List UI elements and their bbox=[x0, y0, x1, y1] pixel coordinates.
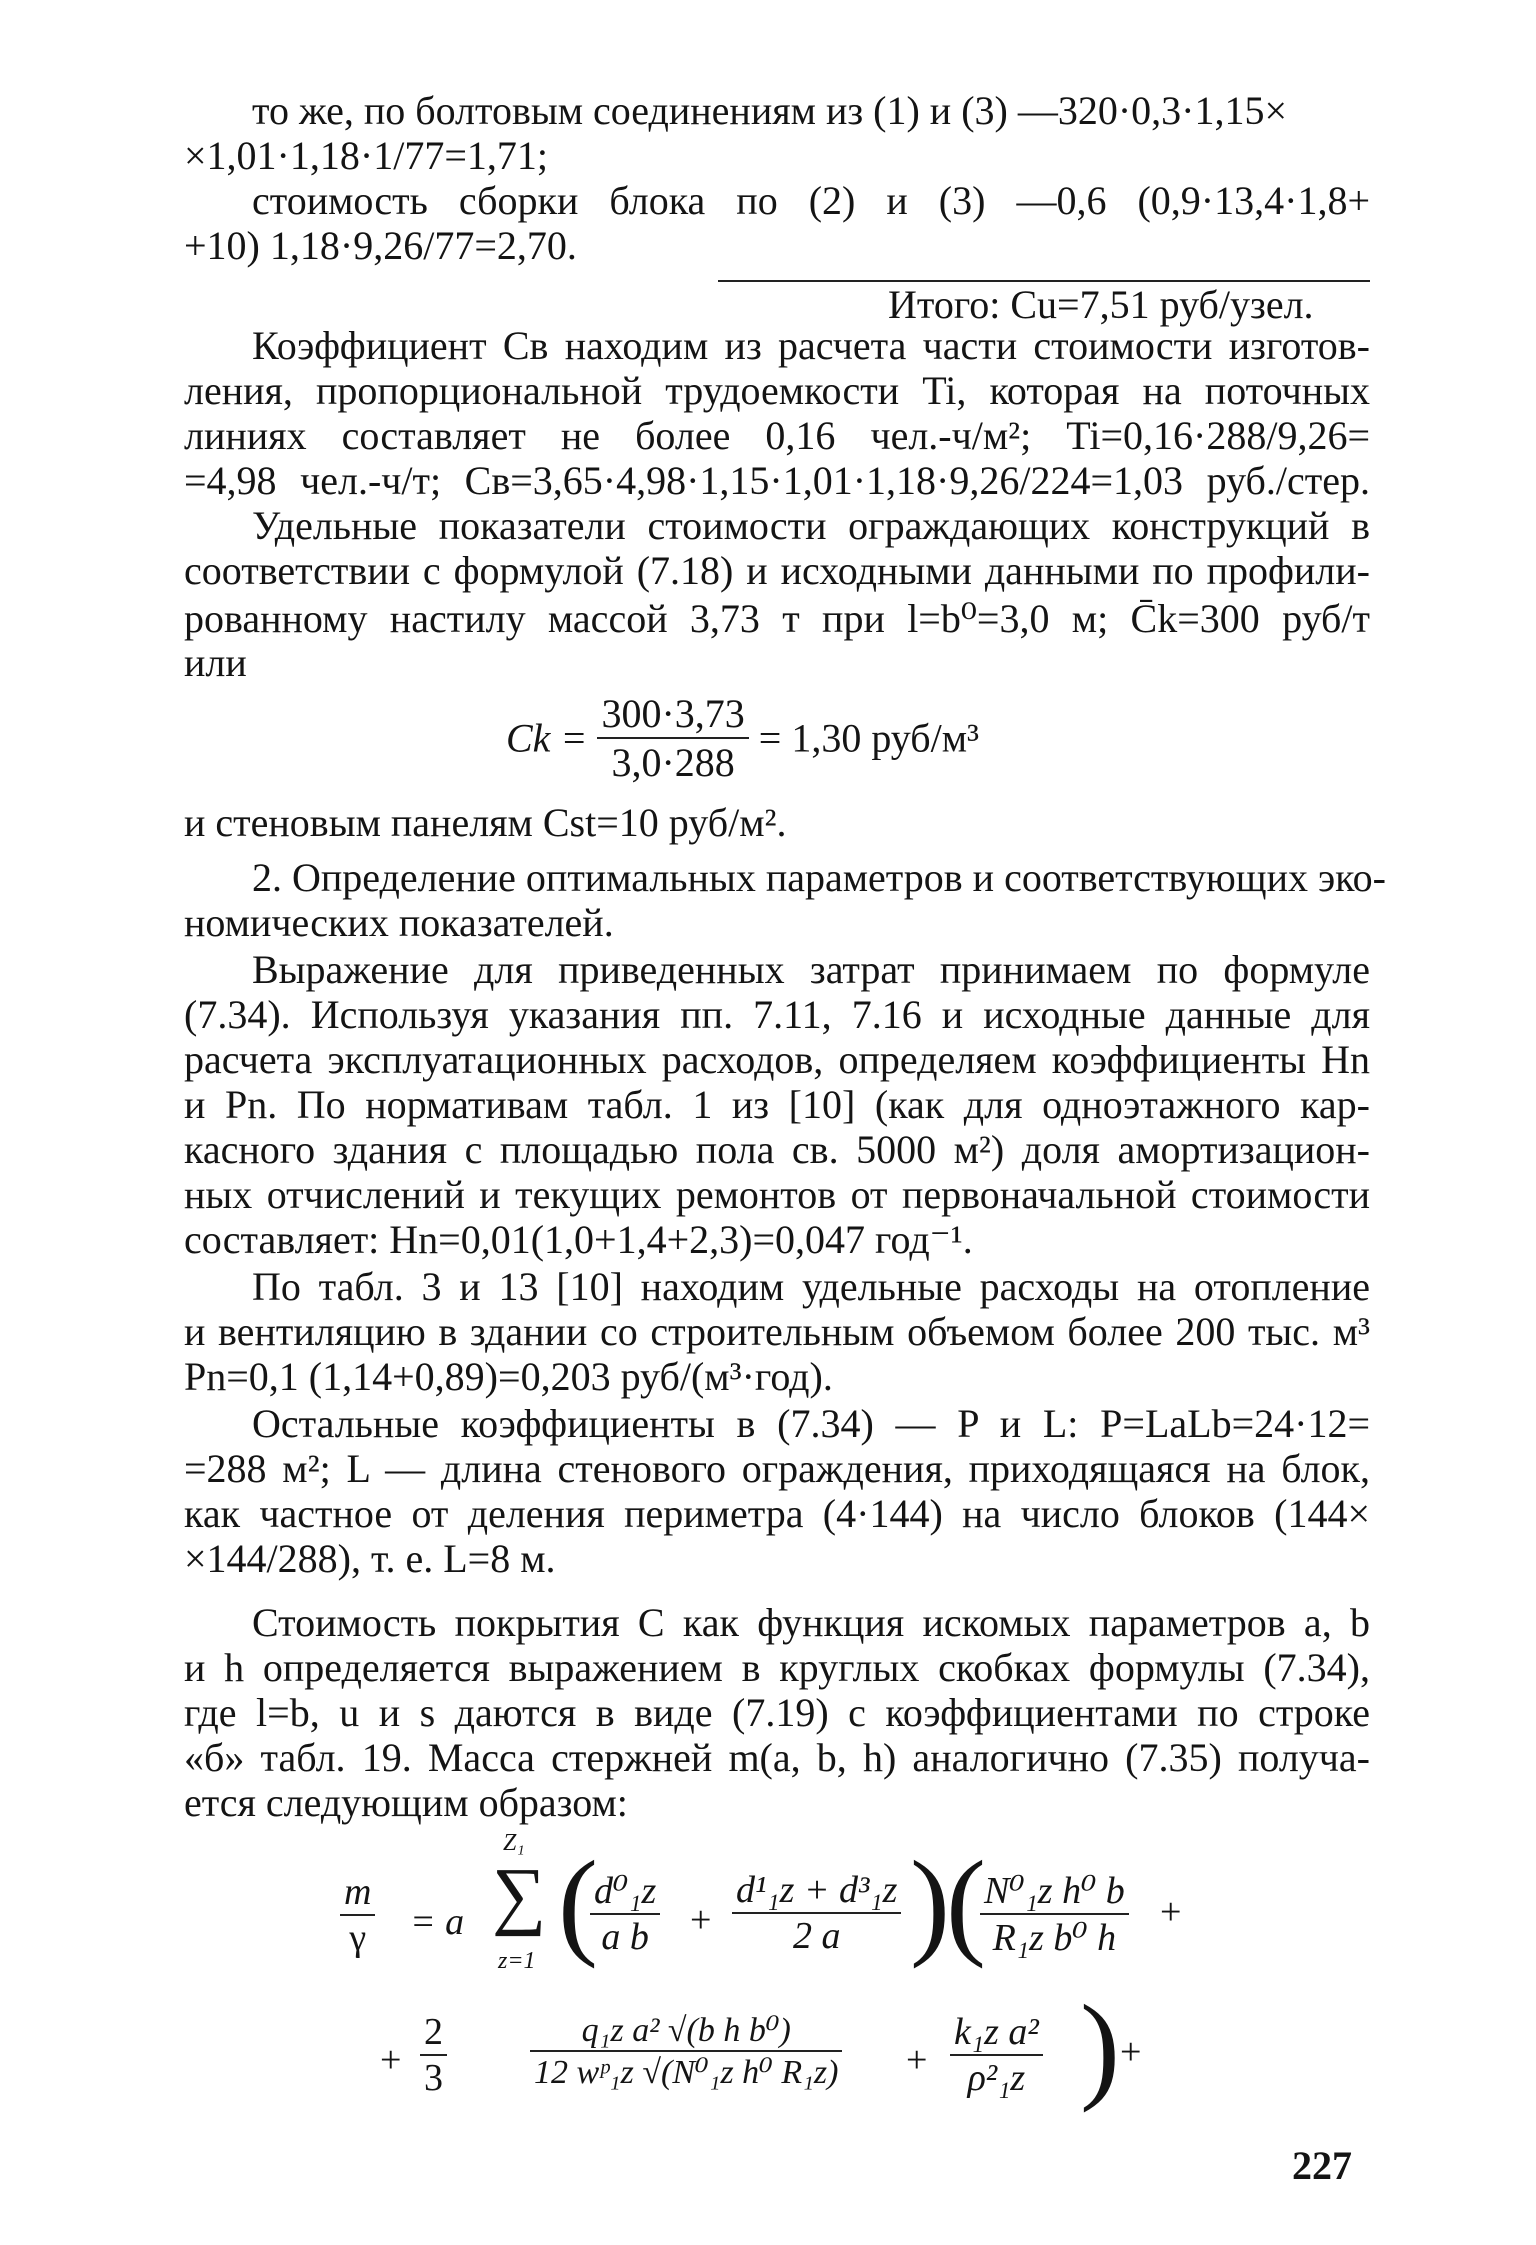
fraction-f3 bbox=[980, 1868, 1129, 1960]
text-line: Остальные коэффициенты в (7.34) — P и L: P=LaLb=24·12= bbox=[252, 1401, 1370, 1446]
text-line: номических показателей. bbox=[184, 900, 614, 945]
paren-right: ) bbox=[1080, 1980, 1120, 2113]
fraction-two-thirds bbox=[420, 2010, 447, 2100]
eq-lhs: Ck = bbox=[506, 715, 588, 761]
denominator: 12 wᵖ₁z √(N⁰₁z h⁰ R₁z) bbox=[534, 2054, 839, 2091]
plus-sign: + bbox=[690, 1899, 712, 1941]
equation-mass-line1 bbox=[340, 1830, 1220, 1990]
numerator: d⁰₁z bbox=[590, 1868, 660, 1915]
text-line: ×1,01·1,18·1/77=1,71; bbox=[184, 133, 548, 178]
fraction-f2 bbox=[732, 1868, 901, 1958]
text-line: ется следующим образом: bbox=[184, 1780, 628, 1825]
text-line: то же, по болтовым соединениям из (1) и (3) —320·0,3·1,15× bbox=[252, 88, 1288, 133]
text-line: составляет: Hn=0,01(1,0+1,4+2,3)=0,047 год⁻¹. bbox=[184, 1217, 973, 1262]
numerator: 2 bbox=[420, 2010, 447, 2056]
text-line: Коэффициент Cв находим из расчета части стоимости изготов- bbox=[252, 323, 1370, 368]
sum-upper: Z₁ bbox=[503, 1830, 525, 1856]
paren-left: ( bbox=[946, 1836, 986, 1969]
paren-right: ) bbox=[910, 1836, 950, 1969]
denominator: 2 a bbox=[792, 1915, 841, 1957]
numerator: m bbox=[340, 1870, 375, 1916]
plus-sign: + bbox=[906, 2039, 928, 2081]
text-line: и Pn. По нормативам табл. 1 из [10] (как для одноэтажного кар- bbox=[184, 1082, 1370, 1127]
fraction bbox=[597, 690, 748, 786]
text-line: ления, пропорциональной трудоемкости Ti, которая на поточных bbox=[184, 368, 1370, 413]
text-line: соответствии с формулой (7.18) и исходными данными по профили- bbox=[184, 548, 1370, 593]
sum-lower: z=1 bbox=[498, 1948, 536, 1974]
denominator: 3 bbox=[424, 2057, 443, 2099]
denominator: a b bbox=[601, 1916, 649, 1958]
fraction-f4 bbox=[530, 2010, 842, 2092]
numerator: k₁z a² bbox=[950, 2010, 1043, 2056]
text-line: и h определяется выражением в круглых скобках формулы (7.34), bbox=[184, 1645, 1370, 1690]
denominator: γ bbox=[349, 1917, 367, 1959]
text-line: Выражение для приведенных затрат принимаем по формуле bbox=[252, 947, 1370, 992]
text-line: 2. Определение оптимальных параметров и соответствующих эко- bbox=[252, 855, 1386, 900]
total-line: Итого: Cu=7,51 руб/узел. bbox=[888, 282, 1314, 327]
text-line: расчета эксплуатационных расходов, определяем коэффициенты Hn bbox=[184, 1037, 1370, 1082]
text-line: стоимость сборки блока по (2) и (3) —0,6 (0,9·13,4·1,8+ bbox=[252, 178, 1370, 223]
page-number: 227 bbox=[1292, 2143, 1352, 2188]
text-line: как частное от деления периметра (4·144) на число блоков (144× bbox=[184, 1491, 1370, 1536]
text-line: Удельные показатели стоимости ограждающих конструкций в bbox=[252, 503, 1370, 548]
text-line: где l=b, u и s даются в виде (7.19) с коэффициентами по строке bbox=[184, 1690, 1370, 1735]
plus-sign: + bbox=[1160, 1891, 1182, 1933]
text-line: касного здания с площадью пола св. 5000 м²) доля амортизацион- bbox=[184, 1127, 1370, 1172]
denominator: R₁z b⁰ h bbox=[992, 1917, 1117, 1959]
equation-mass-line2 bbox=[380, 1980, 1180, 2120]
text-line: Pn=0,1 (1,14+0,89)=0,203 руб/(м³·год). bbox=[184, 1354, 833, 1399]
denominator: ρ²₁z bbox=[967, 2057, 1026, 2099]
text-line: (7.34). Используя указания пп. 7.11, 7.16 и исходные данные для bbox=[184, 992, 1370, 1037]
numerator: d¹₁z + d³₁z bbox=[732, 1868, 901, 1914]
plus-sign: + bbox=[380, 2039, 402, 2081]
sum-icon: ∑ bbox=[492, 1853, 547, 1937]
paren-left: ( bbox=[558, 1836, 598, 1969]
text-line: «б» табл. 19. Масса стержней m(a, b, h) аналогично (7.35) получа- bbox=[184, 1735, 1370, 1780]
plus-sign: + bbox=[1120, 2031, 1142, 2073]
text-line: линиях составляет не более 0,16 чел.-ч/м²; Ti=0,16·288/9,26= bbox=[184, 413, 1370, 458]
text-line: и вентиляцию в здании со строительным объемом более 200 тыс. м³ bbox=[184, 1309, 1370, 1354]
fraction-m-gamma bbox=[340, 1870, 375, 1960]
numerator: N⁰₁z h⁰ b bbox=[980, 1868, 1129, 1915]
equation-ck bbox=[506, 690, 979, 786]
fraction-f1 bbox=[590, 1868, 660, 1959]
text-line: ных отчислений и текущих ремонтов от первоначальной стоимости bbox=[184, 1172, 1370, 1217]
eq-a: = a bbox=[410, 1901, 465, 1943]
text-line: Стоимость покрытия C как функция искомых параметров a, b bbox=[252, 1600, 1370, 1645]
text-line: =288 м²; L — длина стенового ограждения, приходящаяся на блок, bbox=[184, 1446, 1370, 1491]
text-line: рованному настилу массой 3,73 т при l=b⁰=3,0 м; C̄k=300 руб/т bbox=[184, 596, 1370, 641]
text-line: По табл. 3 и 13 [10] находим удельные расходы на отопление bbox=[252, 1264, 1370, 1309]
text-line: =4,98 чел.-ч/т; Cв=3,65·4,98·1,15·1,01·1,18·9,26/224=1,03 руб./стер. bbox=[184, 458, 1370, 503]
numerator: q₁z a² √(b h b⁰) bbox=[530, 2010, 842, 2052]
eq-rhs: = 1,30 руб/м³ bbox=[758, 715, 980, 761]
text-line: и стеновым панелям Cst=10 руб/м². bbox=[184, 800, 787, 845]
text-line: ×144/288), т. е. L=8 м. bbox=[184, 1536, 556, 1581]
text-line: или bbox=[184, 640, 247, 685]
text-line: +10) 1,18·9,26/77=2,70. bbox=[184, 223, 577, 268]
denominator: 3,0·288 bbox=[611, 740, 735, 785]
numerator: 300·3,73 bbox=[597, 690, 748, 739]
fraction-f5 bbox=[950, 2010, 1043, 2100]
